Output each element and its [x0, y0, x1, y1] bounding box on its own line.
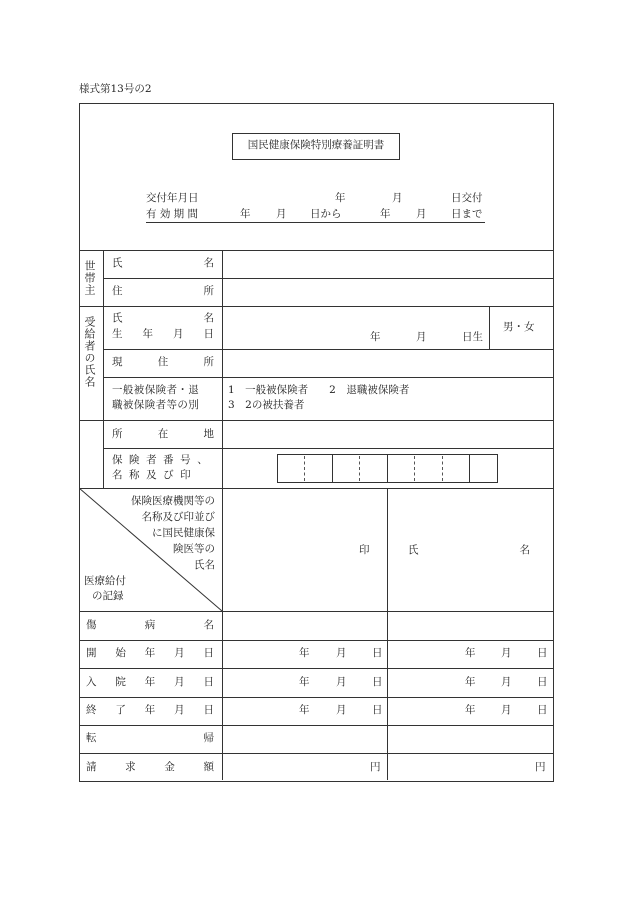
insurer-number-label-1: 保 険 者 番 号 、	[112, 454, 210, 466]
start-year-2: 年	[465, 647, 476, 659]
number-box-divider	[442, 456, 443, 481]
start-month-1: 月	[336, 647, 347, 659]
medical-header-line-3: に国民健康保	[152, 527, 215, 539]
page-title: 国民健康保険特別療養証明書	[247, 139, 385, 151]
rule	[79, 668, 553, 669]
outcome-field-2[interactable]	[388, 726, 552, 752]
recipient-birth-label: 生 年 月 日	[112, 328, 214, 340]
number-box-divider	[332, 454, 333, 483]
validity-to-month: 月	[416, 208, 427, 220]
admission-month-1: 月	[336, 676, 347, 688]
recipient-name-field[interactable]	[223, 307, 488, 348]
end-day-1: 日	[372, 704, 383, 716]
end-day-2: 日	[537, 704, 548, 716]
rule	[79, 753, 553, 754]
householder-name-field[interactable]	[223, 251, 552, 277]
start-year-1: 年	[299, 647, 310, 659]
rule	[79, 640, 553, 641]
householder-heading: 世帯主	[83, 260, 96, 296]
issue-day: 日交付	[451, 192, 483, 204]
issue-month: 月	[392, 192, 403, 204]
institution-field[interactable]	[223, 489, 386, 610]
issue-date-label: 交付年月日	[146, 192, 199, 204]
birth-month: 月	[416, 331, 427, 343]
form-number: 様式第13号の2	[79, 83, 152, 95]
medical-header-line-2: 名称及び印並び	[141, 511, 215, 523]
disease-field-2[interactable]	[388, 612, 552, 639]
rule	[103, 250, 104, 488]
end-month-2: 月	[501, 704, 512, 716]
number-box-divider	[469, 454, 470, 483]
validity-to: 日まで	[451, 208, 483, 220]
validity-to-year: 年	[380, 208, 391, 220]
issue-year: 年	[335, 192, 346, 204]
admission-year-1: 年	[299, 676, 310, 688]
birth-day: 日生	[462, 331, 483, 343]
number-box-divider	[359, 456, 360, 481]
admission-date-label: 入 院 年 月 日	[86, 676, 214, 688]
outcome-label: 転 帰	[86, 732, 214, 744]
validity-from: 日から	[310, 208, 342, 220]
householder-address-label: 住 所	[112, 285, 214, 297]
yen-unit-2: 円	[535, 761, 546, 773]
start-month-2: 月	[501, 647, 512, 659]
category-option-1[interactable]: 1 一般被保険者 2 退職被保険者	[228, 384, 410, 396]
medical-header-line-5: 氏名	[194, 559, 215, 571]
insurer-number-label-2: 名 称 及 び 印	[112, 469, 193, 481]
insurer-location-field[interactable]	[223, 421, 552, 447]
medical-header-line-4: 険医等の	[173, 543, 215, 555]
recipient-name-label: 氏 名	[112, 312, 214, 324]
admission-day-2: 日	[537, 676, 548, 688]
doctor-name-field[interactable]	[388, 489, 552, 610]
admission-day-1: 日	[372, 676, 383, 688]
record-label-2: の記録	[92, 590, 124, 602]
rule	[103, 377, 553, 378]
number-box-divider	[414, 456, 415, 481]
householder-name-label: 氏 名	[112, 257, 214, 269]
doctor-name-label: 氏 名	[408, 544, 530, 556]
gender-select[interactable]: 男・女	[503, 321, 535, 333]
number-box-divider	[387, 454, 388, 483]
recipient-heading: 受給者の氏名	[83, 316, 96, 388]
start-day-1: 日	[372, 647, 383, 659]
number-box-divider	[304, 456, 305, 481]
disease-label: 傷 病 名	[86, 619, 214, 631]
claim-amount-label: 請 求 金 額	[86, 761, 214, 773]
insurer-location-label: 所 在 地	[112, 428, 214, 440]
seal-mark: 印	[359, 544, 370, 556]
start-date-label: 開 始 年 月 日	[86, 647, 214, 659]
admission-month-2: 月	[501, 676, 512, 688]
current-address-field[interactable]	[223, 350, 552, 376]
validity-from-month: 月	[276, 208, 287, 220]
outcome-field-1[interactable]	[223, 726, 386, 752]
validity-label: 有 効 期 間	[146, 208, 199, 220]
end-year-2: 年	[465, 704, 476, 716]
rule	[79, 697, 553, 698]
end-month-1: 月	[336, 704, 347, 716]
admission-year-2: 年	[465, 676, 476, 688]
householder-address-field[interactable]	[223, 279, 552, 305]
end-date-label: 終 了 年 月 日	[86, 704, 214, 716]
category-label-2: 職被保険者等の別	[112, 399, 200, 411]
current-address-label: 現 住 所	[112, 356, 214, 368]
start-day-2: 日	[537, 647, 548, 659]
category-label-1: 一般被保険者・退	[112, 384, 200, 396]
end-year-1: 年	[299, 704, 310, 716]
medical-header-line-1: 保険医療機関等の	[131, 495, 215, 507]
validity-underline	[146, 222, 485, 223]
record-label-1: 医療給付	[84, 575, 126, 587]
disease-field-1[interactable]	[223, 612, 386, 639]
rule	[489, 306, 490, 349]
validity-from-year: 年	[240, 208, 251, 220]
category-option-2[interactable]: 3 2の被扶養者	[228, 399, 305, 411]
rule	[103, 448, 553, 449]
birth-year: 年	[370, 331, 381, 343]
yen-unit-1: 円	[370, 761, 381, 773]
